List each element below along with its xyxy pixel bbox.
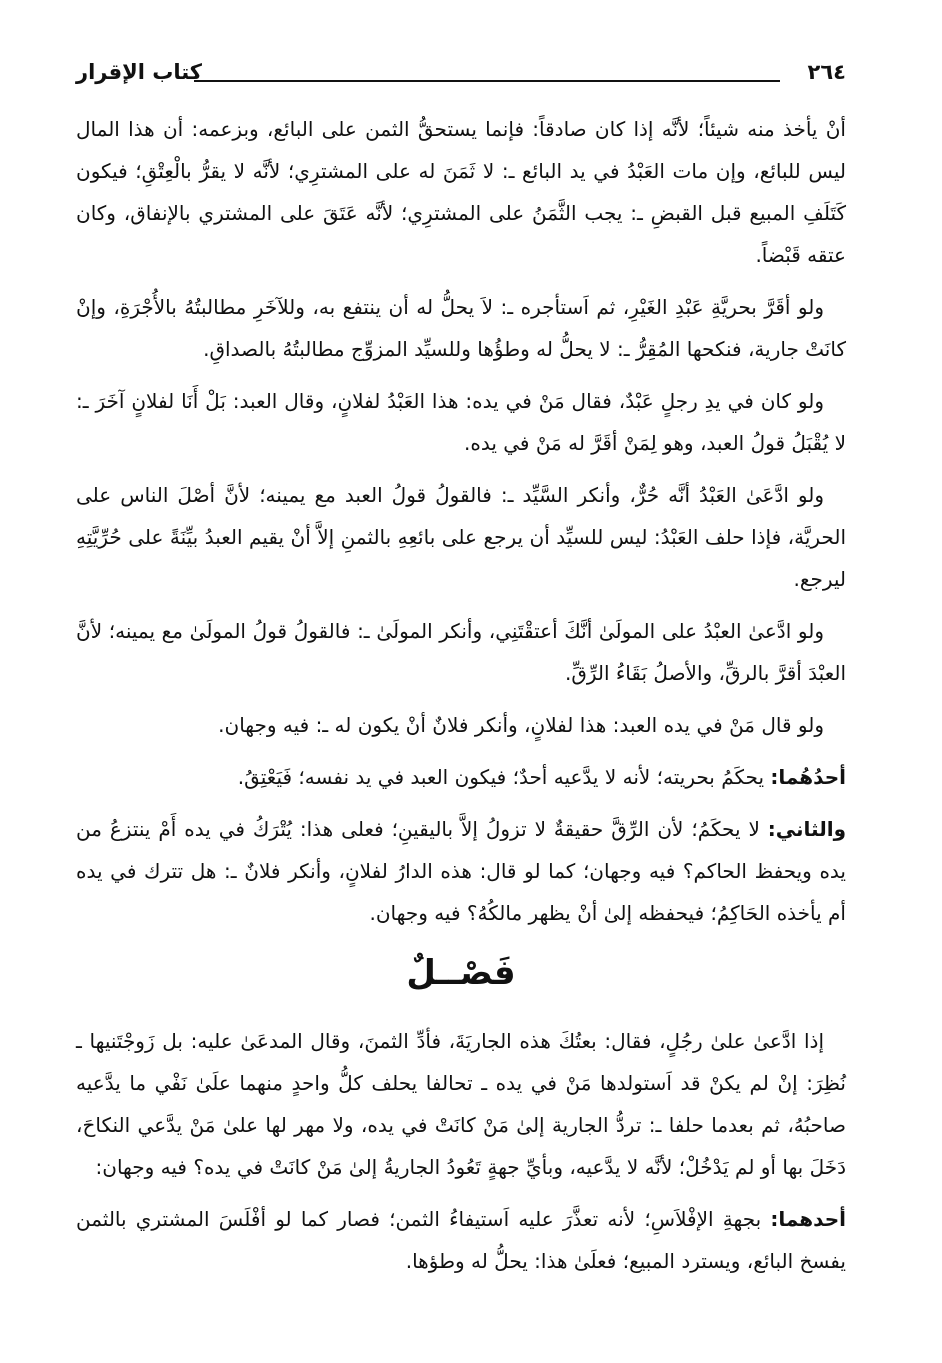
section-heading: فَصْــلٌ bbox=[406, 953, 516, 993]
paragraph bbox=[76, 610, 846, 694]
paragraph bbox=[76, 286, 846, 370]
page-header bbox=[76, 58, 846, 94]
paragraph-text: أنْ يأخذ منه شيئاً؛ لأنَّه إذا كان صادقاً: فإنما يستحقُّ الثمن على البائع، وبزعمه: أن هذا المال ليس للبائع، وإن مات العَبْدُ في يد البائع ـ: لا ثَمَنَ له على المشترِي؛ لأنَّه لا يقرُّ بالْعِتْقِ؛ فيكون كَتَلَفِ المبيع قبل القبضِ ـ: يجب الثَّمَنُ على المشترِي؛ لأنَّه عَتَقَ على المشتري بالإنفاق، وكان عتقه قَبْضاً. bbox=[76, 117, 846, 267]
page-body bbox=[76, 108, 846, 1292]
paragraph bbox=[76, 380, 846, 464]
paragraph bbox=[76, 474, 846, 600]
paragraph bbox=[76, 704, 846, 746]
paragraph bbox=[76, 1198, 846, 1282]
paragraph-lead: أحدُهُما: bbox=[770, 765, 846, 789]
paragraph-text: يحكَمُ بحريته؛ لأنه لا يدَّعيه أحدٌ؛ فيكون العبد في يد نفسه؛ فَيَعْتِقُ. bbox=[237, 765, 771, 789]
paragraph-text: بجهةِ الإفْلاَسِ؛ لأنه تعذَّرَ عليه اَستيفاءُ الثمن؛ فصار كما لو أفْلَسَ المشتري بالثمن يفسخ البائع، ويسترد المبيع؛ فعلَىٰ هذا: يحلُّ له وطؤها. bbox=[76, 1207, 846, 1273]
paragraph-text: ولو كان في يدِ رجلٍ عَبْدٌ، فقال مَنْ في يده: هذا العَبْدُ لفلانٍ، وقال العبد: بَلْ أَنَا لفلانٍ آخَرَ ـ: لا يُقْبَلُ قولُ العبد، وهو لِمَنْ أقَرَّ له مَنْ في يده. bbox=[76, 389, 846, 455]
paragraph-text: ولو أقَرَّ بحريَّةِ عَبْدِ الغَيْرِ، ثم اَستأجره ـ: لاَ يحلُّ له أن ينتفع به، وللآخَرِ مطالبتُهُ بالأُجْرَةِ، وإنْ كانَتْ جارية، فنكحها المُقِرُّ ـ: لا يحلُّ له وطؤُها وللسيِّد المزوِّج مطالبتُهُ بالصداقِ. bbox=[76, 295, 846, 361]
header-rule bbox=[194, 80, 780, 82]
paragraph-text: إذا ادَّعىٰ علىٰ رجُلٍ، فقال: بعتُكَ هذه الجاريَةَ، فأدِّ الثمنَ، وقال المدعَىٰ عليه: بل زَوجْتَنيها ـ نُظِرَ: إنْ لم يكنْ قد اَستولدها مَنْ في يده ـ تحالفا يحلف كلُّ واحدٍ منهما علَىٰ نَفْي ما يدَّعيه صاحبُهُ، ثم بعدما حلفا ـ: تردُّ الجارية إلىٰ مَنْ كانَتْ في يده، ولا مهر لها علىٰ مَنْ يدَّعي النكاحَ، دَخَلَ بها أو لم يَدْخُلْ؛ لأنَّه لا يدَّعيه، وبأيِّ جهةٍ تَعُودُ الجاريةُ إلىٰ مَنْ كانَتْ في يده؟ فيه وجهان: bbox=[76, 1029, 846, 1179]
paragraph-text: ولو ادَّعىٰ العبْدُ على المولَىٰ أنَّكَ أعتقْتَنِي، وأنكر المولَىٰ ـ: فالقولُ قولُ المولَىٰ مع يمينه؛ لأنَّ العبْدَ أقرَّ بالرقِّ، والأصلُ بَقَاءُ الرِّقِّ. bbox=[76, 619, 846, 685]
paragraph-lead: أحدهما: bbox=[770, 1207, 846, 1231]
paragraph-lead: والثاني: bbox=[767, 817, 846, 841]
paragraph-text: ولو ادَّعَىٰ العَبْدُ أنَّه حُرٌّ، وأنكر السَّيِّد ـ: فالقولُ قولُ العبد مع يمينه؛ لأنَّ أصْلَ الناس على الحريَّة، فإذا حلف العَبْدُ: ليس للسيِّد أن يرجع على بائعِهِ بالثمنِ إلاَّ أنْ يقيم العبدُ بيِّنَةً على حُرِّيَّتِهِ ليرجع. bbox=[76, 483, 846, 591]
book-title: كتاب الإقرار bbox=[76, 60, 203, 84]
paragraph-text: لا يحكَمُ؛ لأن الرِّقَّ حقيقةٌ لا تزولُ إلاَّ باليقينِ؛ فعلى هذا: يُتْرَكُ في يده أَمْ ينتزعُ من يده ويحفظ الحاكم؟ فيه وجهان؛ كما لو قال: هذه الدارُ لفلانٍ، وأنكر فلانٌ ـ: هل تترك في يده أم يأخذه الحَاكِمُ؛ فيحفظه إلىٰ أنْ يظهر مالكُهُ؟ فيه وجهان. bbox=[76, 817, 846, 925]
paragraph bbox=[76, 108, 846, 276]
paragraph bbox=[76, 756, 846, 798]
page-number: ٢٦٤ bbox=[807, 60, 846, 84]
paragraph bbox=[76, 808, 846, 934]
paragraph-text: ولو قال مَنْ في يده العبد: هذا لفلانٍ، وأنكر فلانٌ أنْ يكون له ـ: فيه وجهان. bbox=[218, 713, 824, 737]
paragraph bbox=[76, 1020, 846, 1188]
